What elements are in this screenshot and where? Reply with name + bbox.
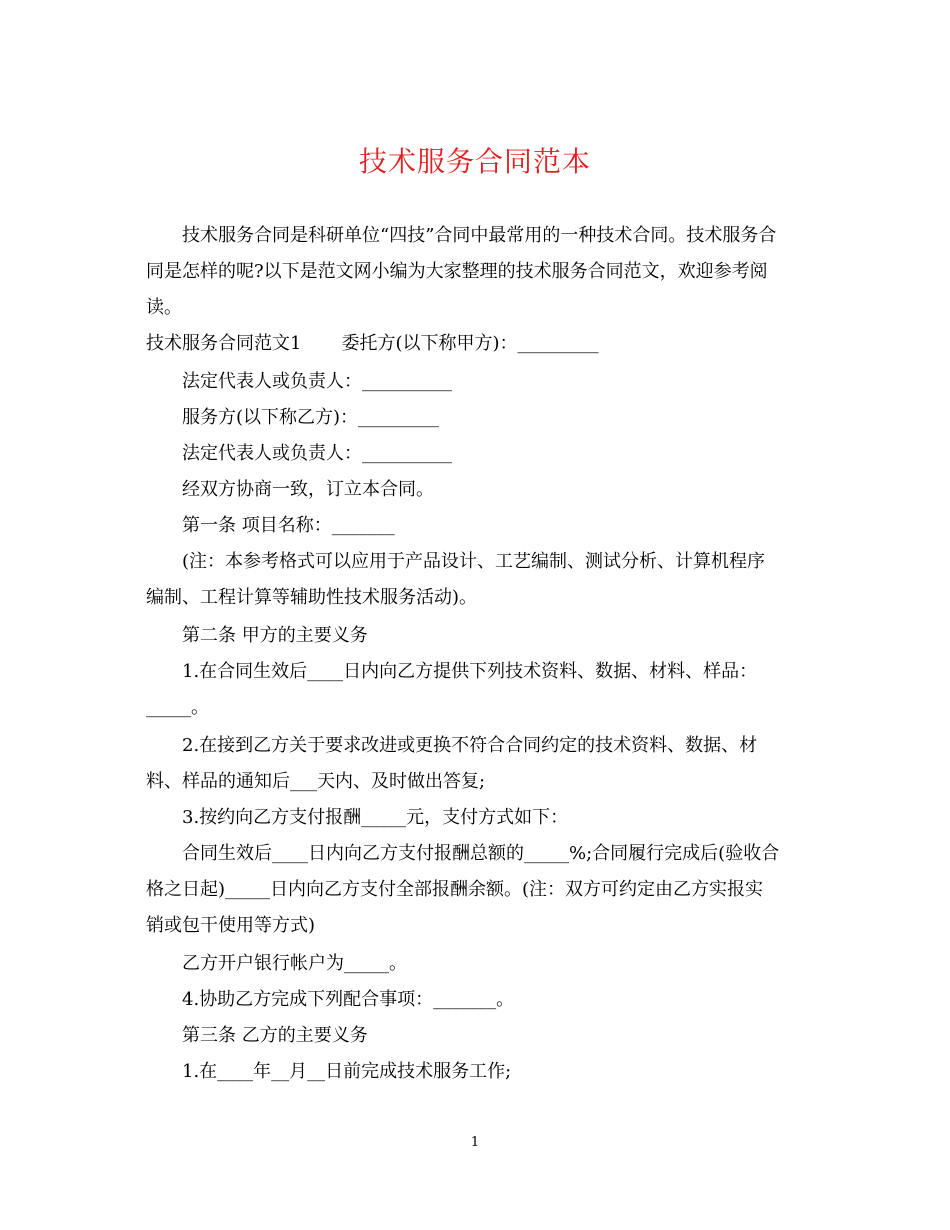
client-party-line: 委托方(以下称甲方)：_________ — [341, 333, 599, 354]
service-party-line: 服务方(以下称乙方)：_________ — [182, 407, 440, 428]
article-1-heading: 第一条 项目名称：_______ — [182, 515, 395, 536]
article-3-heading: 第三条 乙方的主要义务 — [182, 1025, 368, 1046]
article-2-item-1-line-2: _____。 — [146, 697, 209, 718]
intro-line-3: 读。 — [146, 297, 182, 318]
bank-account-line: 乙方开户银行帐户为_____。 — [182, 953, 407, 974]
payment-line-1: 合同生效后____日内向乙方支付报酬总额的_____%;合同履行完成后(验收合 — [182, 843, 780, 864]
article-2-item-1-line-1: 1.在合同生效后____日内向乙方提供下列技术资料、数据、材料、样品： — [182, 661, 758, 682]
article-3-item-1: 1.在____年__月__日前完成技术服务工作; — [182, 1061, 512, 1082]
note-line-2: 编制、工程计算等辅助性技术服务活动)。 — [146, 587, 478, 608]
article-2-item-3: 3.按约向乙方支付报酬_____元，支付方式如下： — [182, 807, 569, 828]
article-2-item-2-line-1: 2.在接到乙方关于要求改进或更换不符合合同约定的技术资料、数据、材 — [182, 735, 758, 756]
article-2-item-4: 4.协助乙方完成下列配合事项：_______。 — [182, 989, 515, 1010]
page-number: 1 — [470, 1135, 480, 1150]
client-representative-line: 法定代表人或负责人：__________ — [182, 371, 452, 392]
document-title: 技术服务合同范本 — [358, 145, 591, 178]
agreement-line: 经双方协商一致，订立本合同。 — [182, 479, 434, 500]
sample-heading-line — [146, 326, 806, 362]
payment-line-3: 销或包干使用等方式) — [146, 915, 316, 936]
payment-line-2: 格之日起)_____日内向乙方支付全部报酬余额。(注：双方可约定由乙方实报实 — [146, 879, 764, 900]
intro-line-1: 技术服务合同是科研单位“四技”合同中最常用的一种技术合同。技术服务合 — [182, 225, 777, 246]
sample-heading: 技术服务合同范文1 — [146, 333, 302, 354]
article-2-item-2-line-2: 料、样品的通知后___天内、及时做出答复; — [146, 771, 486, 792]
note-line-1: (注：本参考格式可以应用于产品设计、工艺编制、测试分析、计算机程序 — [182, 551, 766, 572]
intro-line-2: 同是怎样的呢?以下是范文网小编为大家整理的技术服务合同范文，欢迎参考阅 — [146, 261, 768, 282]
article-2-heading: 第二条 甲方的主要义务 — [182, 625, 368, 646]
service-representative-line: 法定代表人或负责人：__________ — [182, 443, 452, 464]
